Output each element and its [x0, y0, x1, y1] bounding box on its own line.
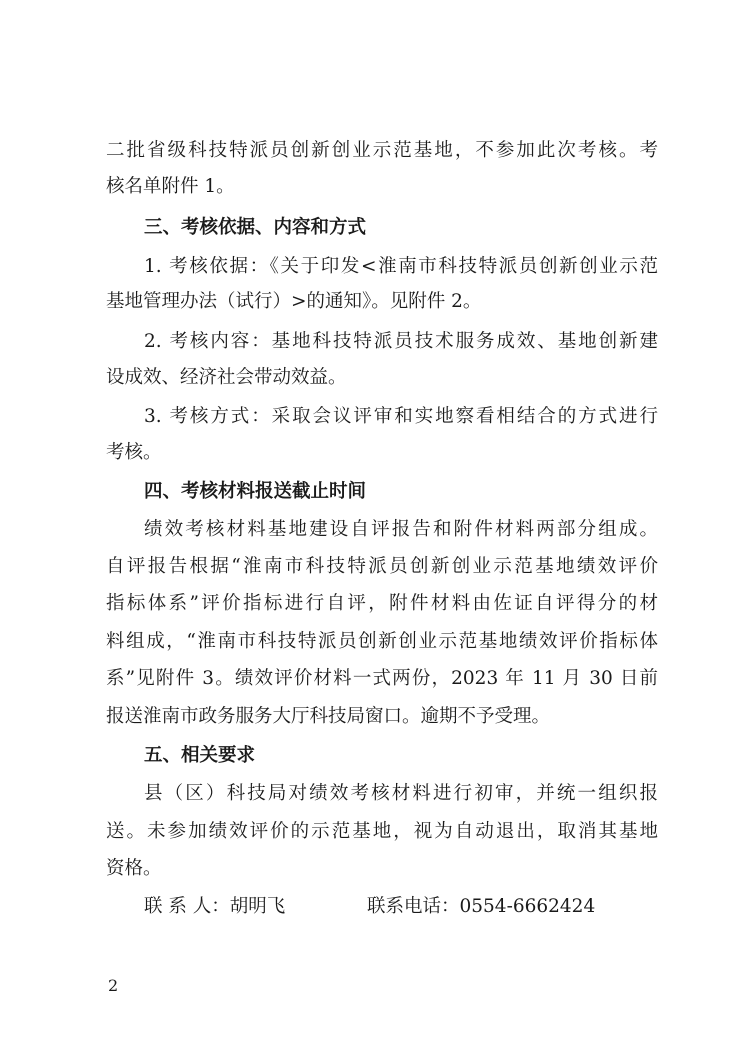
- paragraph-line: 考核。: [106, 442, 162, 463]
- paragraph-line: 报送淮南市政务服务大厅科技局窗口。逾期不予受理。: [106, 706, 551, 727]
- paragraph-line: 2. 考核内容：基地科技特派员技术服务成效、基地创新建: [144, 331, 658, 352]
- paragraph-line: 设成效、经济社会带动效益。: [106, 367, 347, 388]
- paragraph-line: 绩效考核材料基地建设自评报告和附件材料两部分组成。: [144, 519, 658, 540]
- paragraph-line: 送。未参加绩效评价的示范基地，视为自动退出，取消其基地: [106, 821, 658, 842]
- paragraph-line: 自评报告根据“淮南市科技特派员创新创业示范基地绩效评价: [106, 556, 658, 577]
- section-heading-3: 三、考核依据、内容和方式: [144, 217, 367, 238]
- page-number: 2: [108, 976, 119, 995]
- paragraph-line: 指标体系”评价指标进行自评，附件材料由佐证自评得分的材: [106, 593, 658, 614]
- paragraph-line: 基地管理办法（试行）>的通知》。见附件 2。: [106, 291, 482, 312]
- paragraph-line: 3. 考核方式：采取会议评审和实地察看相结合的方式进行: [144, 406, 658, 427]
- paragraph-line: 资格。: [106, 858, 162, 879]
- section-heading-4: 四、考核材料报送截止时间: [144, 481, 367, 502]
- section-heading-5: 五、相关要求: [144, 745, 256, 766]
- paragraph-line: 1. 考核依据：《关于印发<淮南市科技特派员创新创业示范: [144, 256, 658, 277]
- paragraph-line: 核名单附件 1。: [106, 176, 235, 197]
- paragraph-line: 料组成，“淮南市科技特派员创新创业示范基地绩效评价指标体: [106, 631, 658, 652]
- paragraph-line: 二批省级科技特派员创新创业示范基地，不参加此次考核。考: [106, 140, 658, 161]
- contact-person: 联 系 人：胡明飞: [144, 896, 286, 917]
- paragraph-line: 系”见附件 3。绩效评价材料一式两份，2023 年 11 月 30 日前: [106, 668, 658, 689]
- paragraph-line: 县（区）科技局对绩效考核材料进行初审，并统一组织报: [144, 783, 658, 804]
- contact-phone: 联系电话：0554-6662424: [367, 896, 596, 917]
